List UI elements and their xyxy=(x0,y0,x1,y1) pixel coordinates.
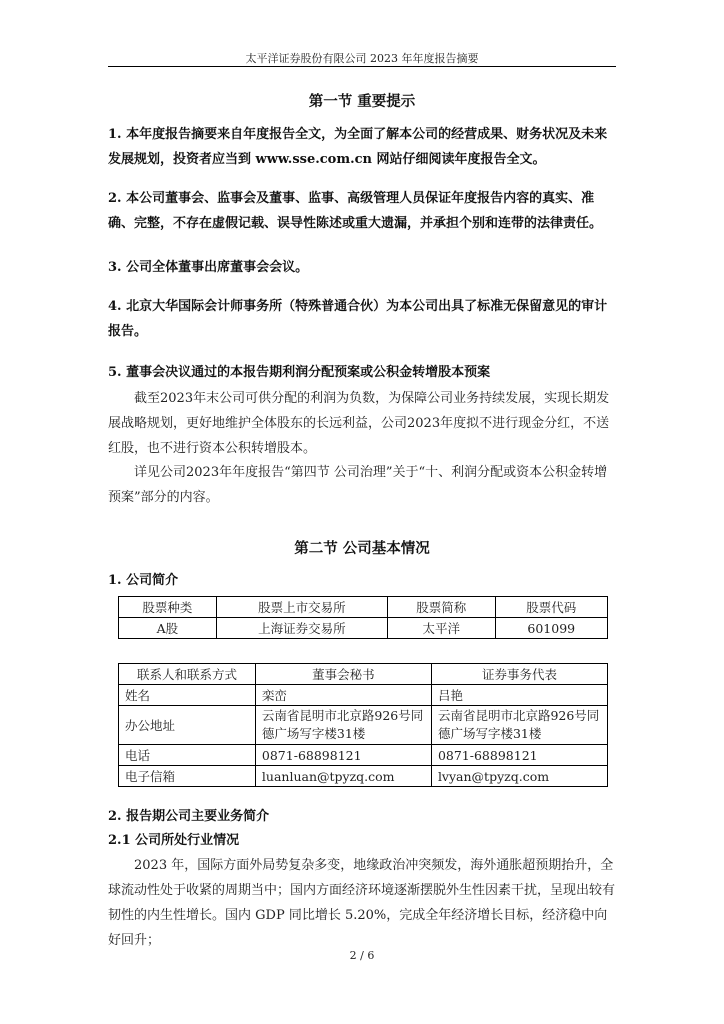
table-row xyxy=(119,706,608,745)
company-intro-heading: 1. 公司简介 xyxy=(108,573,179,588)
header-rule xyxy=(108,66,616,67)
stock-table xyxy=(118,596,608,639)
notice-item-2: 2. 本公司董事会、监事会及董事、监事、高级管理人员保证年度报告内容的真实、准确、完整，不存在虚假记载、误导性陈述或重大遗漏，并承担个别和连带的法律责任。 xyxy=(108,191,603,231)
table-cell: 0871-68898121 xyxy=(255,745,431,766)
table-cell: 0871-68898121 xyxy=(431,745,607,766)
table-cell: 太平洋 xyxy=(387,618,495,639)
reference-paragraph: 详见公司2023年年度报告“第四节 公司治理”关于“十、利润分配或资本公积金转增预案”部分的内容。 xyxy=(108,465,608,505)
industry-paragraph: 2023 年，国际方面外局势复杂多变，地缘政治冲突频发，海外通胀超预期抬升，全球流动性处于收紧的周期当中；国内方面经济环境逐渐摆脱外生性因素干扰，呈现出较有韧性的内生性增长。国内 GDP 同比增长 5.20%，完成全年经济增长目标，经济稳中向好回升； xyxy=(108,858,616,948)
table-row xyxy=(119,766,608,787)
table-cell: 601099 xyxy=(495,618,607,639)
table-cell: 栾峦 xyxy=(255,685,431,706)
notice-item-4: 4. 北京大华国际会计师事务所（特殊普通合伙）为本公司出具了标准无保留意见的审计报告。 xyxy=(108,299,608,339)
table-header-cell: 证券事务代表 xyxy=(431,664,607,685)
table-cell: 云南省昆明市北京路926号同德广场写字楼31楼 xyxy=(255,706,431,745)
section2-heading: 第二节 公司基本情况 xyxy=(294,540,430,557)
table-cell: 办公地址 xyxy=(119,706,256,745)
table-cell: luanluan@tpyzq.com xyxy=(255,766,431,787)
table-header-cell: 联系人和联系方式 xyxy=(119,664,256,685)
table-header-cell: 董事会秘书 xyxy=(255,664,431,685)
table-header-cell: 股票种类 xyxy=(119,597,217,618)
dividend-paragraph: 截至2023年末公司可供分配的利润为负数，为保障公司业务持续发展，实现长期发展战略规划，更好地维护全体股东的长远利益，公司2023年度拟不进行现金分红，不送红股，也不进行资本公积转增股本。 xyxy=(108,391,610,456)
table-row xyxy=(119,618,608,639)
page-number: 2 / 6 xyxy=(349,949,375,962)
table-cell: 上海证券交易所 xyxy=(216,618,387,639)
running-header: 太平洋证券股份有限公司 2023 年年度报告摘要 xyxy=(245,52,479,65)
table-header-cell: 股票上市交易所 xyxy=(216,597,387,618)
table-cell: 电子信箱 xyxy=(119,766,256,787)
table-row xyxy=(119,685,608,706)
table-cell: lvyan@tpyzq.com xyxy=(431,766,607,787)
table-row xyxy=(119,597,608,618)
table-header-cell: 股票简称 xyxy=(387,597,495,618)
table-row xyxy=(119,664,608,685)
table-header-cell: 股票代码 xyxy=(495,597,607,618)
section1-heading: 第一节 重要提示 xyxy=(308,93,416,110)
industry-heading: 2.1 公司所处行业情况 xyxy=(108,833,240,848)
table-cell: 电话 xyxy=(119,745,256,766)
notice-item-3: 3. 公司全体董事出席董事会会议。 xyxy=(108,260,309,275)
contact-table xyxy=(118,663,608,787)
notice-item-5-title: 5. 董事会决议通过的本报告期利润分配预案或公积金转增股本预案 xyxy=(108,365,491,380)
business-heading: 2. 报告期公司主要业务简介 xyxy=(108,809,270,824)
table-cell: 云南省昆明市北京路926号同德广场写字楼31楼 xyxy=(431,706,607,745)
notice-item-1: 1. 本年度报告摘要来自年度报告全文，为全面了解本公司的经营成果、财务状况及未来发展规划，投资者应当到 www.sse.com.cn 网站仔细阅读年度报告全文。 xyxy=(108,127,608,167)
table-row xyxy=(119,745,608,766)
table-cell: 吕艳 xyxy=(431,685,607,706)
table-cell: A股 xyxy=(119,618,217,639)
table-cell: 姓名 xyxy=(119,685,256,706)
